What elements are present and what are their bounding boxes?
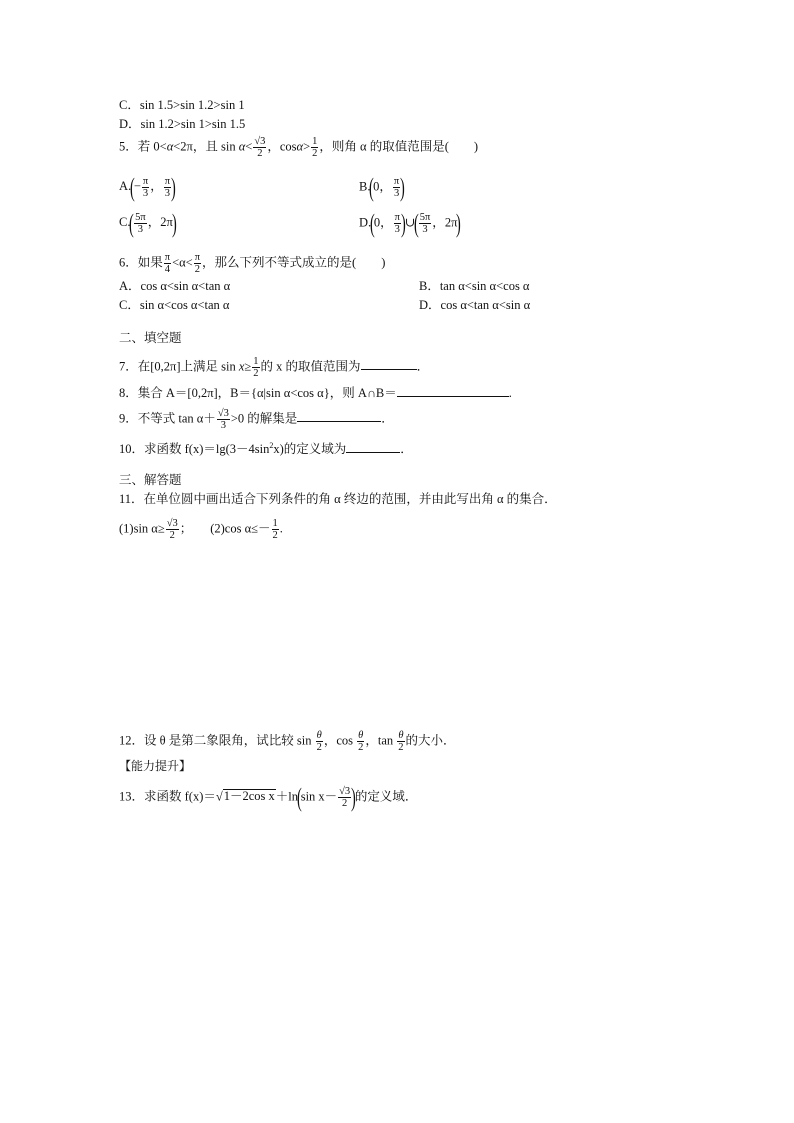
q6-option-b: B．tan α<sin α<cos α <box>419 279 530 293</box>
q6-options-ab <box>119 278 530 294</box>
fraction: $\frac{√3}{2}$ <box>254 136 266 159</box>
ability-section-title: 【能力提升】 <box>119 759 192 773</box>
q13: 13．求函数 f(x)＝√1－2cos x＋ln(sin x－ $\frac{√3}{2}$ )的定义域． <box>119 782 418 812</box>
answer-blank <box>346 440 400 453</box>
q4-option-c: C．sin 1.5>sin 1.2>sin 1 <box>119 98 245 112</box>
q9: 9．不等式 tan α＋ $\frac{√3}{3}$ >0 的解集是 ． <box>119 408 394 431</box>
q6-stem: 6．如果 $\frac{\pi}{4}$ <α< $\frac{\pi}{2}$ ，那么下列不等式成立的是( ) <box>119 252 386 275</box>
q11-parts: (1)sin α≥ $\frac{√3}{2}$ ； (2)cos α≤－ $\frac{1}{2}$ . <box>119 518 283 541</box>
q5-option-c: C.( $\frac{5\pi}{3}$ ，2π) <box>119 208 177 238</box>
q5-options-cd <box>119 208 462 238</box>
q11-stem: 11．在单位圆中画出适合下列条件的角 α 终边的范围，并由此写出角 α 的集合． <box>119 492 557 506</box>
q5-option-d: D.(0， $\frac{\pi}{3}$ )∪( $\frac{5\pi}{3}$ ，2π) <box>359 208 462 238</box>
answer-blank <box>361 357 417 370</box>
q8: 8．集合 A＝[0,2π]，B＝{α|sin α<cos α}，则 A∩B＝ . <box>119 386 512 400</box>
q7: 7．在[0,2π]上满足 sin x≥ $\frac{1}{2}$ 的 x 的取值范围为 ． <box>119 356 430 379</box>
q4-option-d: D．sin 1.2>sin 1>sin 1.5 <box>119 117 246 131</box>
answer-blank <box>297 409 381 422</box>
section-fill-in-title: 二、填空题 <box>119 330 182 345</box>
q5-option-a: A.(− $\frac{\pi}{3}$ ， $\frac{\pi}{3}$ ) <box>119 172 176 202</box>
q12: 12．设 θ 是第二象限角，试比较 sin $\frac{\theta}{2}$ ，cos $\frac{\theta}{2}$ ，tan $\frac{\theta}{2}$ 的大小． <box>119 730 456 753</box>
fraction: $\frac{1}{2}$ <box>312 136 318 159</box>
section-solution-title: 三、解答题 <box>119 472 182 487</box>
q6-option-c: C．sin α<cos α<tan α <box>119 298 230 312</box>
square-root: 1－2cos x <box>223 789 275 804</box>
q6-option-a: A．cos α<sin α<tan α <box>119 279 231 293</box>
q6-option-d: D．cos α<tan α<sin α <box>419 298 531 312</box>
q6-options-cd <box>119 297 531 313</box>
q5-option-b: B.(0， $\frac{\pi}{3}$ ) <box>359 172 405 202</box>
q5-stem: 5．若 0<α<2π，且 sin α< $\frac{√3}{2}$ ，cosα> $\frac{1}{2}$ ，则角 α 的取值范围是( ) <box>119 136 479 159</box>
answer-blank <box>397 384 509 397</box>
q10: 10．求函数 $f(x)=\lg(3-4\sin^2x)$的定义域为 ． <box>119 440 413 456</box>
q5-options-ab <box>119 172 405 202</box>
